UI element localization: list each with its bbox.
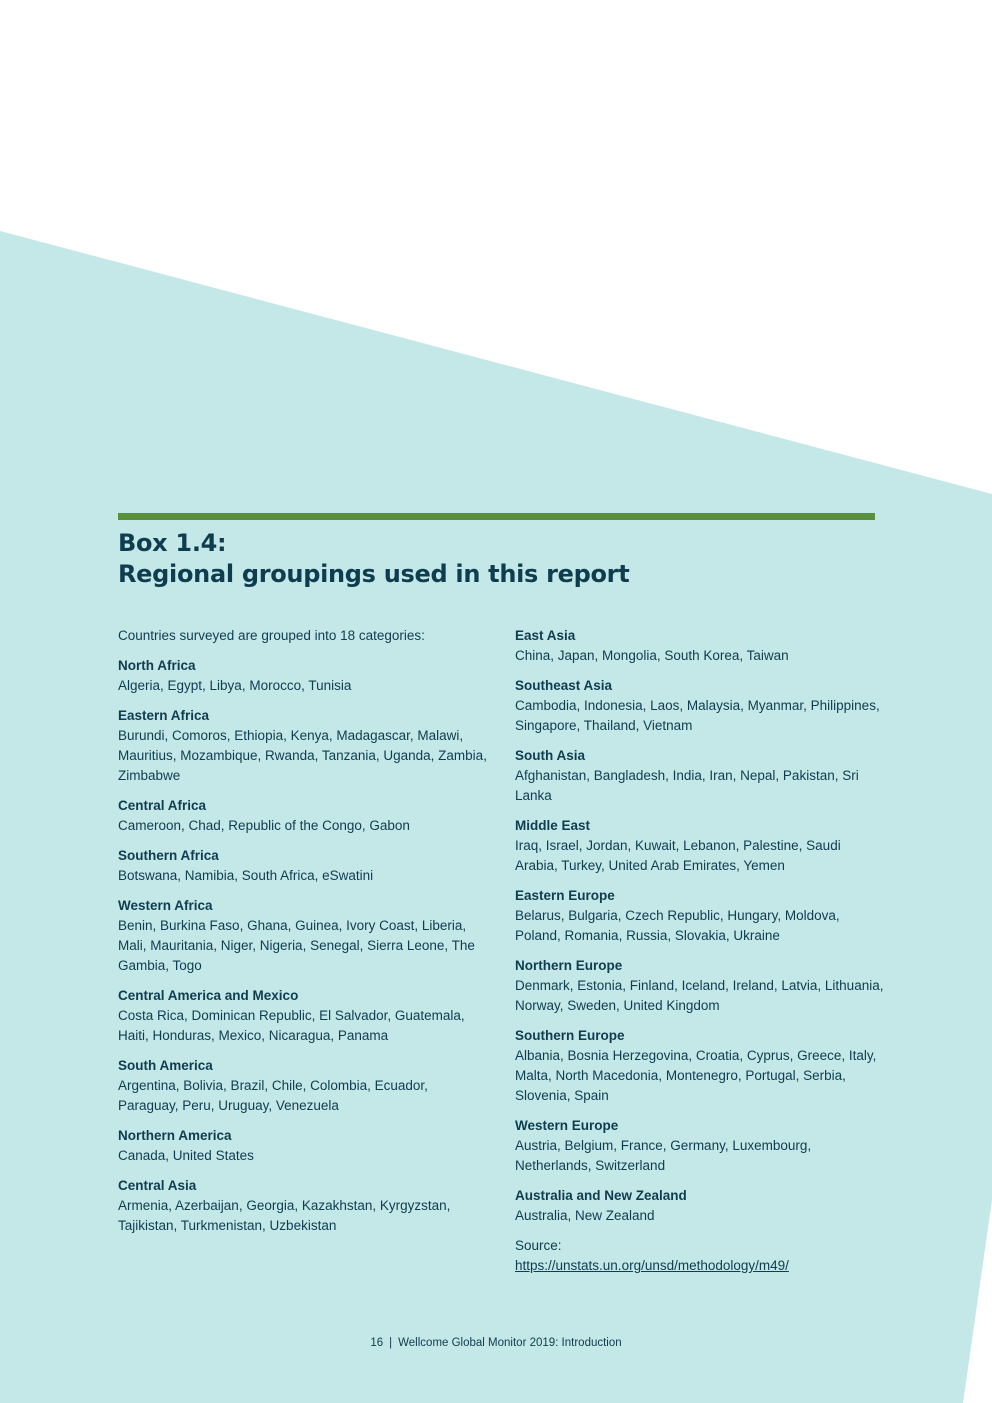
region-countries: China, Japan, Mongolia, South Korea, Taiwan [515,648,789,663]
region-name: Australia and New Zealand [515,1188,687,1203]
region-group [118,1056,488,1116]
source-link[interactable]: https://unstats.un.org/unsd/methodology/m49/ [515,1258,789,1273]
region-group [118,846,488,886]
region-name: Western Africa [118,898,213,913]
region-group [118,896,488,976]
region-group [515,1026,885,1106]
region-name: Southeast Asia [515,678,613,693]
region-name: Eastern Europe [515,888,615,903]
region-group [118,986,488,1046]
region-group [118,796,488,836]
region-name: Central Africa [118,798,207,813]
page-number: 16 [370,1337,384,1349]
source-block [515,1236,885,1276]
box-title-line2: Regional groupings used in this report [118,560,630,588]
intro-text: Countries surveyed are grouped into 18 categories: [118,628,425,643]
region-name: Central Asia [118,1178,197,1193]
footer-text: Wellcome Global Monitor 2019: Introduction [398,1337,622,1349]
region-countries: Denmark, Estonia, Finland, Iceland, Ireland, Latvia, Lithuania, Norway, Sweden, United Kingdom [515,978,884,1013]
region-name: Central America and Mexico [118,988,299,1003]
region-name: South Asia [515,748,586,763]
region-countries: Burundi, Comoros, Ethiopia, Kenya, Madagascar, Malawi, Mauritius, Mozambique, Rwanda, Tanzania, Uganda, Zambia, Zimbabwe [118,728,487,783]
region-countries: Cambodia, Indonesia, Laos, Malaysia, Myanmar, Philippines, Singapore, Thailand, Vietnam [515,698,880,733]
region-group [118,1176,488,1236]
region-name: East Asia [515,628,576,643]
accent-rule [118,513,875,520]
source-label: Source: [515,1238,562,1253]
region-group [515,816,885,876]
region-countries: Benin, Burkina Faso, Ghana, Guinea, Ivory Coast, Liberia, Mali, Mauritania, Niger, Nigeria, Senegal, Sierra Leone, The Gambia, Togo [118,918,475,973]
region-name: Middle East [515,818,591,833]
region-countries: Belarus, Bulgaria, Czech Republic, Hungary, Moldova, Poland, Romania, Russia, Slovakia, Ukraine [515,908,840,943]
region-name: North Africa [118,658,196,673]
region-countries: Cameroon, Chad, Republic of the Congo, Gabon [118,818,410,833]
region-countries: Australia, New Zealand [515,1208,655,1223]
region-countries: Algeria, Egypt, Libya, Morocco, Tunisia [118,678,352,693]
region-group [515,1186,885,1226]
region-group [515,956,885,1016]
region-group [515,626,885,666]
region-countries: Costa Rica, Dominican Republic, El Salvador, Guatemala, Haiti, Honduras, Mexico, Nicaragua, Panama [118,1008,465,1043]
region-name: Northern Europe [515,958,623,973]
region-countries: Armenia, Azerbaijan, Georgia, Kazakhstan, Kyrgyzstan, Tajikistan, Turkmenistan, Uzbekistan [118,1198,451,1233]
region-name: South America [118,1058,213,1073]
region-group [515,886,885,946]
region-countries: Afghanistan, Bangladesh, India, Iran, Nepal, Pakistan, Sri Lanka [515,768,859,803]
region-countries: Canada, United States [118,1148,254,1163]
region-name: Southern Africa [118,848,219,863]
footer-separator: | [389,1337,393,1349]
page-footer [0,1337,992,1349]
region-countries: Argentina, Bolivia, Brazil, Chile, Colombia, Ecuador, Paraguay, Peru, Uruguay, Venezuela [118,1078,428,1113]
region-group [118,1126,488,1166]
region-name: Eastern Africa [118,708,210,723]
region-countries: Botswana, Namibia, South Africa, eSwatini [118,868,374,883]
region-countries: Albania, Bosnia Herzegovina, Croatia, Cyprus, Greece, Italy, Malta, North Macedonia, Montenegro, Portugal, Serbia, Slovenia, Spain [515,1048,877,1103]
region-group [118,706,488,786]
box-title-line1: Box 1.4: [118,529,227,557]
region-countries: Austria, Belgium, France, Germany, Luxembourg, Netherlands, Switzerland [515,1138,812,1173]
region-name: Western Europe [515,1118,619,1133]
right-column [515,626,885,1286]
region-group [515,676,885,736]
box-title [118,528,875,590]
region-group [118,656,488,696]
left-column [118,626,488,1246]
region-name: Southern Europe [515,1028,625,1043]
region-name: Northern America [118,1128,232,1143]
region-countries: Iraq, Israel, Jordan, Kuwait, Lebanon, Palestine, Saudi Arabia, Turkey, United Arab Emirates, Yemen [515,838,841,873]
region-group [515,1116,885,1176]
region-group [515,746,885,806]
